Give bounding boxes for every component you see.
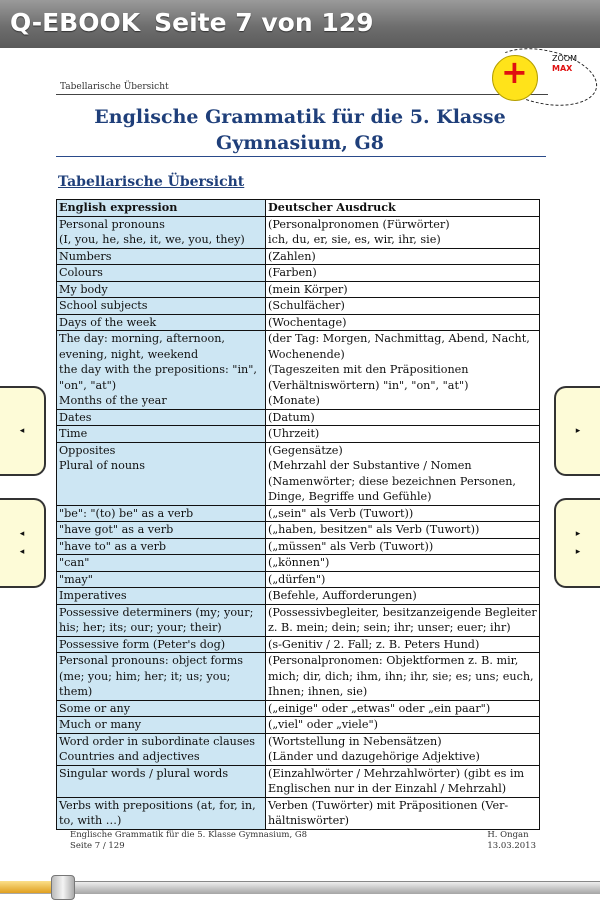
table-row <box>57 331 540 410</box>
table-row <box>57 653 540 701</box>
document-title-line1: Englische Grammatik für die 5. Klasse <box>94 106 506 128</box>
zoom-max-label: MAX <box>552 64 573 73</box>
cell-english: Personal pronouns: object forms (me; you; him; her; it; us; you; them) <box>57 653 266 701</box>
table-row <box>57 522 540 539</box>
cell-german: (Datum) <box>266 409 540 426</box>
cell-german: (Gegensätze) (Mehrzahl der Substantive / Nomen (Namenwörter; diese bezeichnen Personen, Dinge, Begriffe und Gefühle) <box>266 442 540 505</box>
cell-german: (Farben) <box>266 265 540 282</box>
cell-english: Colours <box>57 265 266 282</box>
footer-left: Englische Grammatik für die 5. Klasse Gymnasium, G8 Seite 7 / 129 <box>70 830 308 851</box>
cell-german: („haben, besitzen" als Verb (Tuwort)) <box>266 522 540 539</box>
cell-english: School subjects <box>57 298 266 315</box>
cell-german: (Zahlen) <box>266 248 540 265</box>
double-arrow-right-icon: ▸ ▸ <box>575 529 581 557</box>
table-row <box>57 281 540 298</box>
cell-german: (Befehle, Aufforderungen) <box>266 588 540 605</box>
fast-forward-button[interactable] <box>554 498 600 588</box>
cell-german: (der Tag: Morgen, Nachmittag, Abend, Nacht, Wochenende) (Tageszeiten mit den Präpositionen (Verhältniswörtern) "in", "on", "at") (Monate) <box>266 331 540 410</box>
table-header-row <box>57 200 540 217</box>
prev-page-button[interactable] <box>0 386 46 476</box>
table-row <box>57 314 540 331</box>
cell-german: (Wochentage) <box>266 314 540 331</box>
header-divider <box>56 94 548 95</box>
cell-english: Possessive form (Peter's dog) <box>57 636 266 653</box>
cell-english: Verbs with prepositions (at, for, in, to, with …) <box>57 797 266 829</box>
cell-german: (Wortstellung in Nebensätzen) (Länder und dazugehörige Adjektive) <box>266 733 540 765</box>
cell-english: Much or many <box>57 717 266 734</box>
cell-english: Opposites Plural of nouns <box>57 442 266 505</box>
cell-german: (Uhrzeit) <box>266 426 540 443</box>
arrow-left-icon: ◂ <box>19 426 25 436</box>
table-row <box>57 538 540 555</box>
title-divider <box>56 156 546 157</box>
table-row <box>57 426 540 443</box>
table-row <box>57 700 540 717</box>
next-page-button[interactable] <box>554 386 600 476</box>
zoom-label: ZOOM <box>552 54 577 63</box>
arrow-right-icon: ▸ <box>575 426 581 436</box>
table-row <box>57 604 540 636</box>
cell-english: The day: morning, afternoon, evening, night, weekend the day with the prepositions: "in", "on", "at") Months of the year <box>57 331 266 410</box>
cell-english: Imperatives <box>57 588 266 605</box>
table-row <box>57 555 540 572</box>
slider-track[interactable] <box>0 881 600 894</box>
cell-german: (Personalpronomen (Fürwörter) ich, du, er, sie, es, wir, ihr, sie) <box>266 216 540 248</box>
cell-english: Possessive determiners (my; your; his; her; its; our; your; their) <box>57 604 266 636</box>
cell-german: („viel" oder „viele") <box>266 717 540 734</box>
cell-german: (Einzahlwörter / Mehrzahlwörter) (gibt es im Englischen nur in der Einzahl / Mehrzahl) <box>266 765 540 797</box>
cell-english: "be": "(to) be" as a verb <box>57 505 266 522</box>
zoom-plus-icon: + <box>501 53 528 91</box>
table-row <box>57 733 540 765</box>
cell-english: "may" <box>57 571 266 588</box>
cell-german: („können") <box>266 555 540 572</box>
cell-german: (s-Genitiv / 2. Fall; z. B. Peters Hund) <box>266 636 540 653</box>
table-row <box>57 636 540 653</box>
page-info: Seite 7 von 129 <box>154 8 374 37</box>
cell-german: (Personalpronomen: Objektformen z. B. mir, mich; dir, dich; ihm, ihn; ihr, sie; es; uns; euch, Ihnen; ihnen, sie) <box>266 653 540 701</box>
cell-english: "have to" as a verb <box>57 538 266 555</box>
table-row <box>57 298 540 315</box>
app-title: Q-EBOOK <box>10 8 141 37</box>
cell-english: Personal pronouns (I, you, he, she, it, we, you, they) <box>57 216 266 248</box>
table-row <box>57 505 540 522</box>
cell-english: Numbers <box>57 248 266 265</box>
page-slider[interactable] <box>0 875 600 900</box>
page-header-label: Tabellarische Übersicht <box>60 82 169 92</box>
title-bar <box>0 0 600 48</box>
table-row <box>57 442 540 505</box>
grammar-table <box>56 199 540 830</box>
table-row <box>57 765 540 797</box>
table-row <box>57 797 540 829</box>
table-row <box>57 588 540 605</box>
table-row <box>57 216 540 248</box>
table-row <box>57 265 540 282</box>
cell-english: Singular words / plural words <box>57 765 266 797</box>
cell-english: Some or any <box>57 700 266 717</box>
section-title: Tabellarische Übersicht <box>58 174 245 190</box>
zoom-max-button[interactable] <box>490 50 600 105</box>
cell-german: (Possessivbegleiter, besitzanzeigende Begleiter z. B. mein; dein; sein; ihr; unser; euer; ihr) <box>266 604 540 636</box>
table-row <box>57 717 540 734</box>
fast-back-button[interactable] <box>0 498 46 588</box>
slider-thumb[interactable] <box>51 875 75 900</box>
double-arrow-left-icon: ◂ ◂ <box>19 529 25 557</box>
cell-german: Verben (Tuwörter) mit Präpositionen (Ver- hältniswörter) <box>266 797 540 829</box>
document-title <box>50 104 550 156</box>
cell-english: Word order in subordinate clauses Countries and adjectives <box>57 733 266 765</box>
cell-english: Dates <box>57 409 266 426</box>
footer-right: H. Ongan 13.03.2013 <box>487 830 536 851</box>
cell-english: "can" <box>57 555 266 572</box>
ebook-page <box>50 58 550 858</box>
table-row <box>57 571 540 588</box>
cell-german: („sein" als Verb (Tuwort)) <box>266 505 540 522</box>
cell-german: (Schulfächer) <box>266 298 540 315</box>
document-title-line2: Gymnasium, G8 <box>215 132 384 154</box>
cell-english: My body <box>57 281 266 298</box>
table-row <box>57 248 540 265</box>
header-english: English expression <box>57 200 266 217</box>
cell-german: („müssen" als Verb (Tuwort)) <box>266 538 540 555</box>
table-row <box>57 409 540 426</box>
cell-english: Time <box>57 426 266 443</box>
cell-english: "have got" as a verb <box>57 522 266 539</box>
cell-german: (mein Körper) <box>266 281 540 298</box>
header-german: Deutscher Ausdruck <box>266 200 540 217</box>
cell-english: Days of the week <box>57 314 266 331</box>
cell-german: („einige" oder „etwas" oder „ein paar") <box>266 700 540 717</box>
cell-german: („dürfen") <box>266 571 540 588</box>
